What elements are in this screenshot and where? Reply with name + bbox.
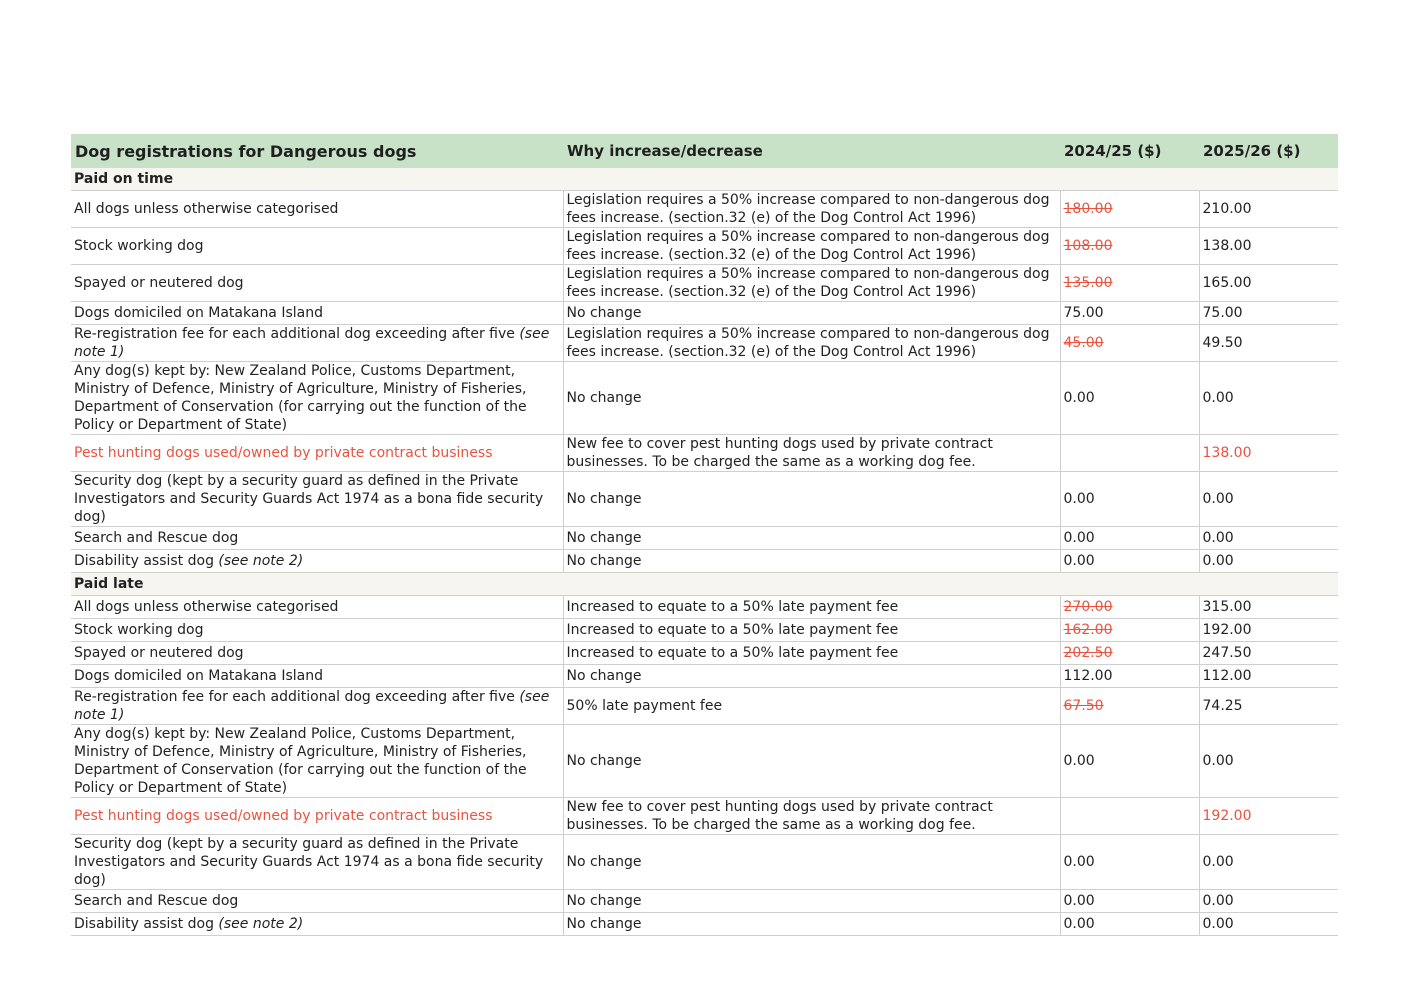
row-description (71, 890, 563, 913)
row-description (71, 642, 563, 665)
old-fee: 0.00 (1063, 916, 1095, 932)
row-fee-2024-25 (1060, 665, 1199, 688)
row-fee-2024-25 (1060, 725, 1199, 798)
old-fee: 112.00 (1063, 668, 1113, 684)
table-row (71, 642, 1338, 665)
row-fee-2025-26: 0.00 (1199, 913, 1338, 936)
row-description (71, 688, 563, 725)
row-reason: No change (563, 835, 1060, 890)
description-note: (see note 2) (218, 916, 304, 932)
row-fee-2025-26: 138.00 (1199, 435, 1338, 472)
row-description (71, 835, 563, 890)
old-fee: 0.00 (1063, 530, 1095, 546)
row-fee-2024-25 (1060, 325, 1199, 362)
row-description (71, 191, 563, 228)
table-header-row (71, 134, 1338, 168)
description-text: Search and Rescue dog (74, 530, 239, 546)
struck-old-fee: 67.50 (1063, 698, 1104, 714)
row-fee-2025-26: 0.00 (1199, 362, 1338, 435)
row-fee-2025-26: 0.00 (1199, 472, 1338, 527)
row-fee-2025-26: 192.00 (1199, 798, 1338, 835)
row-fee-2025-26: 0.00 (1199, 890, 1338, 913)
row-description (71, 302, 563, 325)
row-fee-2024-25 (1060, 472, 1199, 527)
header-why: Why increase/decrease (563, 134, 1060, 168)
row-fee-2024-25 (1060, 527, 1199, 550)
row-description (71, 596, 563, 619)
description-text: Dogs domiciled on Matakana Island (74, 668, 323, 684)
description-text: Stock working dog (74, 238, 204, 254)
row-fee-2024-25 (1060, 228, 1199, 265)
row-reason: New fee to cover pest hunting dogs used by private contract businesses. To be charged the same as a working dog fee. (563, 435, 1060, 472)
table-row (71, 688, 1338, 725)
row-reason: Increased to equate to a 50% late payment fee (563, 596, 1060, 619)
row-reason: Legislation requires a 50% increase compared to non-dangerous dog fees increase. (section.32 (e) of the Dog Control Act 1996) (563, 325, 1060, 362)
struck-old-fee: 270.00 (1063, 599, 1113, 615)
section-row (71, 168, 1338, 191)
row-fee-2025-26: 49.50 (1199, 325, 1338, 362)
row-description (71, 798, 563, 835)
table-row (71, 913, 1338, 936)
row-fee-2024-25 (1060, 550, 1199, 573)
section-row (71, 573, 1338, 596)
description-text: Stock working dog (74, 622, 204, 638)
row-reason: No change (563, 725, 1060, 798)
table-row (71, 472, 1338, 527)
row-fee-2025-26: 112.00 (1199, 665, 1338, 688)
description-text: All dogs unless otherwise categorised (74, 599, 339, 615)
description-text: All dogs unless otherwise categorised (74, 201, 339, 217)
description-text: Spayed or neutered dog (74, 275, 244, 291)
struck-old-fee: 202.50 (1063, 645, 1113, 661)
table-row (71, 228, 1338, 265)
description-note: (see note 2) (218, 553, 304, 569)
table-row (71, 665, 1338, 688)
table-row (71, 325, 1338, 362)
table-row (71, 191, 1338, 228)
row-reason: Legislation requires a 50% increase compared to non-dangerous dog fees increase. (section.32 (e) of the Dog Control Act 1996) (563, 191, 1060, 228)
row-fee-2025-26: 192.00 (1199, 619, 1338, 642)
table-row (71, 527, 1338, 550)
table-row (71, 550, 1338, 573)
row-fee-2024-25 (1060, 302, 1199, 325)
row-reason: No change (563, 472, 1060, 527)
table-row (71, 302, 1338, 325)
row-reason: No change (563, 527, 1060, 550)
row-description (71, 472, 563, 527)
table-row (71, 265, 1338, 302)
row-fee-2025-26: 74.25 (1199, 688, 1338, 725)
row-fee-2025-26: 165.00 (1199, 265, 1338, 302)
header-2025-26: 2025/26 ($) (1199, 134, 1338, 168)
row-description (71, 325, 563, 362)
dangerous-dog-fees-table (71, 134, 1338, 936)
header-category: Dog registrations for Dangerous dogs (71, 134, 563, 168)
row-description (71, 665, 563, 688)
table-row (71, 890, 1338, 913)
row-fee-2025-26: 247.50 (1199, 642, 1338, 665)
old-fee: 0.00 (1063, 854, 1095, 870)
row-description (71, 435, 563, 472)
description-text: Security dog (kept by a security guard as defined in the Private Investigators and Security Guards Act 1974 as a bona fide security dog) (74, 473, 544, 525)
old-fee: 75.00 (1063, 305, 1104, 321)
old-fee: 0.00 (1063, 553, 1095, 569)
row-fee-2024-25 (1060, 835, 1199, 890)
row-reason: Increased to equate to a 50% late payment fee (563, 619, 1060, 642)
table-row (71, 435, 1338, 472)
old-fee: 0.00 (1063, 753, 1095, 769)
description-text: Re-registration fee for each additional dog exceeding after five (74, 326, 515, 342)
row-fee-2024-25 (1060, 642, 1199, 665)
row-description (71, 619, 563, 642)
row-fee-2024-25 (1060, 435, 1199, 472)
description-note: (see note 1) (74, 689, 550, 723)
row-reason: No change (563, 550, 1060, 573)
table-row (71, 835, 1338, 890)
description-text: Dogs domiciled on Matakana Island (74, 305, 323, 321)
row-fee-2025-26: 138.00 (1199, 228, 1338, 265)
row-reason: Legislation requires a 50% increase compared to non-dangerous dog fees increase. (section.32 (e) of the Dog Control Act 1996) (563, 228, 1060, 265)
table-row (71, 725, 1338, 798)
row-fee-2025-26: 0.00 (1199, 527, 1338, 550)
struck-old-fee: 135.00 (1063, 275, 1113, 291)
old-fee: 0.00 (1063, 893, 1095, 909)
row-reason: 50% late payment fee (563, 688, 1060, 725)
row-reason: No change (563, 302, 1060, 325)
old-fee: 0.00 (1063, 390, 1095, 406)
row-fee-2024-25 (1060, 362, 1199, 435)
table-row (71, 619, 1338, 642)
row-fee-2025-26: 0.00 (1199, 550, 1338, 573)
description-text: Security dog (kept by a security guard as defined in the Private Investigators and Security Guards Act 1974 as a bona fide security dog) (74, 836, 544, 888)
row-description (71, 527, 563, 550)
description-note: (see note 1) (74, 326, 550, 360)
description-text: Search and Rescue dog (74, 893, 239, 909)
struck-old-fee: 45.00 (1063, 335, 1104, 351)
row-fee-2025-26: 0.00 (1199, 835, 1338, 890)
row-reason: No change (563, 665, 1060, 688)
row-fee-2024-25 (1060, 688, 1199, 725)
row-fee-2024-25 (1060, 913, 1199, 936)
description-text: Spayed or neutered dog (74, 645, 244, 661)
row-fee-2024-25 (1060, 619, 1199, 642)
row-fee-2025-26: 315.00 (1199, 596, 1338, 619)
row-fee-2024-25 (1060, 798, 1199, 835)
row-description (71, 913, 563, 936)
old-fee: 0.00 (1063, 491, 1095, 507)
row-reason: New fee to cover pest hunting dogs used by private contract businesses. To be charged the same as a working dog fee. (563, 798, 1060, 835)
struck-old-fee: 108.00 (1063, 238, 1113, 254)
row-fee-2025-26: 0.00 (1199, 725, 1338, 798)
section-title: Paid late (71, 573, 1338, 596)
row-fee-2025-26: 210.00 (1199, 191, 1338, 228)
row-fee-2024-25 (1060, 596, 1199, 619)
row-fee-2024-25 (1060, 191, 1199, 228)
row-description (71, 550, 563, 573)
row-reason: No change (563, 913, 1060, 936)
row-reason: Legislation requires a 50% increase compared to non-dangerous dog fees increase. (section.32 (e) of the Dog Control Act 1996) (563, 265, 1060, 302)
fees-page (71, 134, 1338, 936)
description-text: Disability assist dog (74, 553, 214, 569)
row-reason: Increased to equate to a 50% late payment fee (563, 642, 1060, 665)
row-reason: No change (563, 890, 1060, 913)
table-row (71, 798, 1338, 835)
section-title: Paid on time (71, 168, 1338, 191)
row-description (71, 362, 563, 435)
table-row (71, 362, 1338, 435)
row-fee-2024-25 (1060, 890, 1199, 913)
row-description (71, 265, 563, 302)
header-2024-25: 2024/25 ($) (1060, 134, 1199, 168)
description-text: Any dog(s) kept by: New Zealand Police, Customs Department, Ministry of Defence, Ministry of Agriculture, Ministry of Fisheries, Department of Conservation (for carrying out the function of the Policy or Department of State) (74, 363, 527, 433)
description-text: Any dog(s) kept by: New Zealand Police, Customs Department, Ministry of Defence, Ministry of Agriculture, Ministry of Fisheries, Department of Conservation (for carrying out the function of the Policy or Department of State) (74, 726, 527, 796)
table-row (71, 596, 1338, 619)
struck-old-fee: 180.00 (1063, 201, 1113, 217)
row-fee-2025-26: 75.00 (1199, 302, 1338, 325)
description-text: Pest hunting dogs used/owned by private contract business (74, 808, 493, 824)
row-description (71, 725, 563, 798)
description-text: Re-registration fee for each additional dog exceeding after five (74, 689, 515, 705)
row-description (71, 228, 563, 265)
description-text: Pest hunting dogs used/owned by private contract business (74, 445, 493, 461)
struck-old-fee: 162.00 (1063, 622, 1113, 638)
row-reason: No change (563, 362, 1060, 435)
row-fee-2024-25 (1060, 265, 1199, 302)
description-text: Disability assist dog (74, 916, 214, 932)
